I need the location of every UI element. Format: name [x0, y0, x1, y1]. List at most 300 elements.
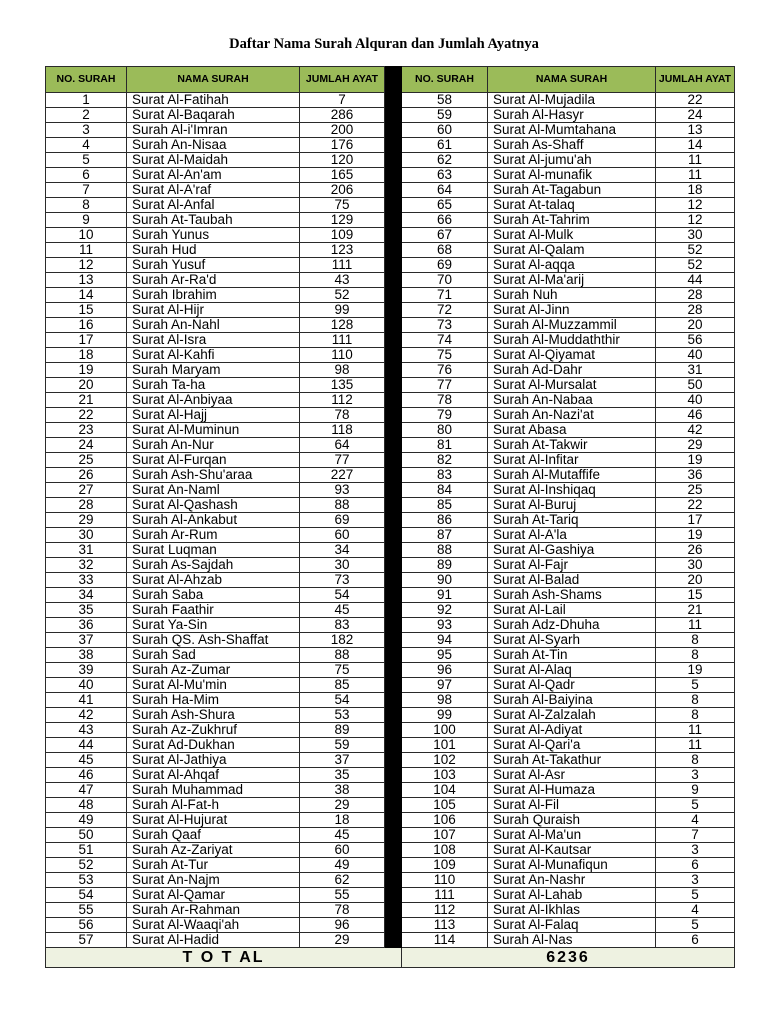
ayat-count: 43 [300, 273, 385, 288]
surah-name: Surat Al-Qamar [127, 888, 300, 903]
ayat-count: 8 [656, 693, 735, 708]
ayat-count: 52 [656, 243, 735, 258]
surah-number: 78 [402, 393, 488, 408]
header-nama-surah-left: NAMA SURAH [127, 67, 300, 93]
table-row [46, 213, 735, 228]
total-value: 6236 [402, 948, 735, 968]
surah-number: 76 [402, 363, 488, 378]
surah-number: 6 [46, 168, 127, 183]
column-separator [385, 798, 402, 813]
surah-number: 74 [402, 333, 488, 348]
table-row [46, 363, 735, 378]
surah-name: Surat Al-Buruj [488, 498, 656, 513]
surah-name: Surat Al-A'raf [127, 183, 300, 198]
table-row [46, 603, 735, 618]
surah-name: Surat Al-Jinn [488, 303, 656, 318]
surah-number: 108 [402, 843, 488, 858]
column-separator [385, 843, 402, 858]
table-row [46, 168, 735, 183]
column-separator [385, 348, 402, 363]
column-separator [385, 663, 402, 678]
table-row [46, 498, 735, 513]
surah-name: Surah Ash-Shams [488, 588, 656, 603]
header-no-surah-left: NO. SURAH [46, 67, 127, 93]
surah-number: 20 [46, 378, 127, 393]
column-separator [385, 543, 402, 558]
table-row [46, 423, 735, 438]
table-row [46, 453, 735, 468]
surah-number: 48 [46, 798, 127, 813]
surah-number: 101 [402, 738, 488, 753]
surah-number: 54 [46, 888, 127, 903]
ayat-count: 93 [300, 483, 385, 498]
surah-number: 35 [46, 603, 127, 618]
surah-name: Surah Qaaf [127, 828, 300, 843]
column-separator [385, 603, 402, 618]
column-separator [385, 153, 402, 168]
surah-number: 41 [46, 693, 127, 708]
table-row [46, 723, 735, 738]
surah-name: Surah At-Tagabun [488, 183, 656, 198]
surah-name: Surah An-Nisaa [127, 138, 300, 153]
surah-number: 51 [46, 843, 127, 858]
surah-name: Surat Al-Hajj [127, 408, 300, 423]
table-row [46, 408, 735, 423]
table-row [46, 348, 735, 363]
surah-name: Surah At-Taubah [127, 213, 300, 228]
surah-name: Surat Al-Anbiyaa [127, 393, 300, 408]
ayat-count: 123 [300, 243, 385, 258]
ayat-count: 98 [300, 363, 385, 378]
surah-number: 18 [46, 348, 127, 363]
surah-name: Surah Adz-Dhuha [488, 618, 656, 633]
surah-number: 95 [402, 648, 488, 663]
table-row [46, 633, 735, 648]
surah-name: Surah Al-Mutaffife [488, 468, 656, 483]
table-row [46, 588, 735, 603]
ayat-count: 60 [300, 843, 385, 858]
surah-number: 4 [46, 138, 127, 153]
surah-name: Surah QS. Ash-Shaffat [127, 633, 300, 648]
ayat-count: 8 [656, 753, 735, 768]
table-row [46, 333, 735, 348]
surah-number: 38 [46, 648, 127, 663]
surah-name: Surat Luqman [127, 543, 300, 558]
surah-number: 87 [402, 528, 488, 543]
surah-name: Surat Al-Jathiya [127, 753, 300, 768]
total-row [46, 948, 735, 968]
surah-number: 55 [46, 903, 127, 918]
surah-name: Surah An-Nur [127, 438, 300, 453]
ayat-count: 29 [300, 798, 385, 813]
ayat-count: 7 [300, 93, 385, 108]
ayat-count: 7 [656, 828, 735, 843]
column-separator [385, 558, 402, 573]
ayat-count: 5 [656, 888, 735, 903]
ayat-count: 13 [656, 123, 735, 138]
surah-number: 57 [46, 933, 127, 948]
table-row [46, 558, 735, 573]
surah-name: Surah Al-Hasyr [488, 108, 656, 123]
surah-number: 110 [402, 873, 488, 888]
surah-name: Surat Al-Mujadila [488, 93, 656, 108]
surah-name: Surah At-Tin [488, 648, 656, 663]
ayat-count: 8 [656, 708, 735, 723]
column-separator [385, 453, 402, 468]
table-row [46, 288, 735, 303]
surah-number: 19 [46, 363, 127, 378]
ayat-count: 4 [656, 813, 735, 828]
surah-number: 25 [46, 453, 127, 468]
surah-name: Surat Al-A'la [488, 528, 656, 543]
surah-number: 114 [402, 933, 488, 948]
column-separator [385, 633, 402, 648]
surah-name: Surah Al-Baiyina [488, 693, 656, 708]
ayat-count: 37 [300, 753, 385, 768]
surah-number: 10 [46, 228, 127, 243]
surah-name: Surat Al-Fil [488, 798, 656, 813]
surah-number: 99 [402, 708, 488, 723]
surah-name: Surah Hud [127, 243, 300, 258]
surah-name: Surat An-Nashr [488, 873, 656, 888]
ayat-count: 11 [656, 723, 735, 738]
column-separator [385, 678, 402, 693]
surah-name: Surah Al-Muddaththir [488, 333, 656, 348]
surah-name: Surat Al-Mu'min [127, 678, 300, 693]
column-separator [385, 333, 402, 348]
ayat-count: 40 [656, 393, 735, 408]
surah-name: Surat Al-Anfal [127, 198, 300, 213]
surah-name: Surat Al-Fatihah [127, 93, 300, 108]
ayat-count: 28 [656, 288, 735, 303]
surah-number: 26 [46, 468, 127, 483]
ayat-count: 112 [300, 393, 385, 408]
column-separator [385, 723, 402, 738]
surah-number: 52 [46, 858, 127, 873]
column-separator [385, 528, 402, 543]
column-separator [385, 93, 402, 108]
surah-name: Surat Al-Ma'un [488, 828, 656, 843]
ayat-count: 42 [656, 423, 735, 438]
column-separator [385, 693, 402, 708]
surah-number: 65 [402, 198, 488, 213]
column-separator [385, 67, 402, 93]
page-title: Daftar Nama Surah Alquran dan Jumlah Ayatnya [229, 36, 539, 52]
ayat-count: 182 [300, 633, 385, 648]
surah-number: 89 [402, 558, 488, 573]
surah-number: 7 [46, 183, 127, 198]
ayat-count: 19 [656, 663, 735, 678]
surah-name: Surah Ad-Dahr [488, 363, 656, 378]
column-separator [385, 408, 402, 423]
surah-name: Surah Ta-ha [127, 378, 300, 393]
column-separator [385, 198, 402, 213]
column-separator [385, 648, 402, 663]
surah-number: 59 [402, 108, 488, 123]
table-row [46, 828, 735, 843]
ayat-count: 59 [300, 738, 385, 753]
column-separator [385, 498, 402, 513]
table-row [46, 543, 735, 558]
surah-number: 29 [46, 513, 127, 528]
ayat-count: 19 [656, 528, 735, 543]
ayat-count: 120 [300, 153, 385, 168]
table-row [46, 888, 735, 903]
ayat-count: 54 [300, 588, 385, 603]
column-separator [385, 243, 402, 258]
surah-name: Surah Ash-Shu'araa [127, 468, 300, 483]
surah-number: 37 [46, 633, 127, 648]
surah-name: Surat Al-Gashiya [488, 543, 656, 558]
surah-number: 66 [402, 213, 488, 228]
surah-number: 30 [46, 528, 127, 543]
surah-number: 1 [46, 93, 127, 108]
surah-name: Surah Saba [127, 588, 300, 603]
ayat-count: 21 [656, 603, 735, 618]
surah-name: Surah Al-i'Imran [127, 123, 300, 138]
ayat-count: 60 [300, 528, 385, 543]
surah-name: Surah At-Tahrim [488, 213, 656, 228]
column-separator [385, 228, 402, 243]
surah-name: Surat Al-Lail [488, 603, 656, 618]
surah-number: 70 [402, 273, 488, 288]
surah-number: 113 [402, 918, 488, 933]
surah-number: 85 [402, 498, 488, 513]
ayat-count: 200 [300, 123, 385, 138]
ayat-count: 54 [300, 693, 385, 708]
surah-name: Surat Al-Ikhlas [488, 903, 656, 918]
surah-name: Surah Ha-Mim [127, 693, 300, 708]
surah-name: Surah Al-Fat-h [127, 798, 300, 813]
surah-name: Surat Al-Waaqi'ah [127, 918, 300, 933]
ayat-count: 12 [656, 213, 735, 228]
ayat-count: 176 [300, 138, 385, 153]
ayat-count: 35 [300, 768, 385, 783]
surah-name: Surah Al-Muzzammil [488, 318, 656, 333]
surah-name: Surah Ash-Shura [127, 708, 300, 723]
ayat-count: 73 [300, 573, 385, 588]
surah-number: 23 [46, 423, 127, 438]
ayat-count: 8 [656, 633, 735, 648]
surah-name: Surah Nuh [488, 288, 656, 303]
surah-number: 69 [402, 258, 488, 273]
surah-number: 21 [46, 393, 127, 408]
surah-number: 77 [402, 378, 488, 393]
surah-name: Surat Al-Humaza [488, 783, 656, 798]
surah-name: Surat Al-Zalzalah [488, 708, 656, 723]
column-separator [385, 378, 402, 393]
surah-name: Surat Al-Qalam [488, 243, 656, 258]
surah-number: 27 [46, 483, 127, 498]
surah-name: Surat Al-Qari'a [488, 738, 656, 753]
column-separator [385, 213, 402, 228]
ayat-count: 88 [300, 648, 385, 663]
surah-name: Surat Al-Balad [488, 573, 656, 588]
surah-number: 42 [46, 708, 127, 723]
surah-name: Surat Al-Mumtahana [488, 123, 656, 138]
ayat-count: 20 [656, 318, 735, 333]
ayat-count: 165 [300, 168, 385, 183]
surah-name: Surat Al-Furqan [127, 453, 300, 468]
table-row [46, 753, 735, 768]
surah-name: Surat Al-Ma'arij [488, 273, 656, 288]
surah-number: 63 [402, 168, 488, 183]
surah-name: Surat Al-jumu'ah [488, 153, 656, 168]
column-separator [385, 903, 402, 918]
ayat-count: 129 [300, 213, 385, 228]
surah-name: Surah Ar-Rahman [127, 903, 300, 918]
surah-name: Surah Sad [127, 648, 300, 663]
total-label: T O T AL [46, 948, 402, 968]
ayat-count: 75 [300, 198, 385, 213]
surah-number: 40 [46, 678, 127, 693]
column-separator [385, 708, 402, 723]
column-separator [385, 888, 402, 903]
ayat-count: 15 [656, 588, 735, 603]
ayat-count: 25 [656, 483, 735, 498]
table-row [46, 573, 735, 588]
surah-name: Surat At-talaq [488, 198, 656, 213]
surah-name: Surat Al-An'am [127, 168, 300, 183]
ayat-count: 8 [656, 648, 735, 663]
ayat-count: 38 [300, 783, 385, 798]
column-separator [385, 303, 402, 318]
surah-number: 96 [402, 663, 488, 678]
ayat-count: 18 [656, 183, 735, 198]
ayat-count: 227 [300, 468, 385, 483]
surah-number: 90 [402, 573, 488, 588]
surah-number: 71 [402, 288, 488, 303]
surah-name: Surat Al-Maidah [127, 153, 300, 168]
surah-number: 79 [402, 408, 488, 423]
table-header-row [46, 67, 735, 93]
surah-name: Surah At-Tur [127, 858, 300, 873]
surah-number: 100 [402, 723, 488, 738]
surah-number: 9 [46, 213, 127, 228]
ayat-count: 30 [656, 228, 735, 243]
surah-name: Surat Al-Ahzab [127, 573, 300, 588]
surah-name: Surat Al-munafik [488, 168, 656, 183]
ayat-count: 34 [300, 543, 385, 558]
ayat-count: 83 [300, 618, 385, 633]
ayat-count: 5 [656, 918, 735, 933]
surah-table-container [45, 66, 734, 968]
surah-number: 60 [402, 123, 488, 138]
column-separator [385, 828, 402, 843]
ayat-count: 20 [656, 573, 735, 588]
table-row [46, 783, 735, 798]
ayat-count: 5 [656, 798, 735, 813]
surah-name: Surat Al-Mursalat [488, 378, 656, 393]
surah-number: 73 [402, 318, 488, 333]
surah-name: Surat An-Naml [127, 483, 300, 498]
table-row [46, 843, 735, 858]
surah-number: 67 [402, 228, 488, 243]
table-row [46, 258, 735, 273]
surah-name: Surat An-Najm [127, 873, 300, 888]
ayat-count: 31 [656, 363, 735, 378]
table-row [46, 153, 735, 168]
table-row [46, 528, 735, 543]
surah-number: 12 [46, 258, 127, 273]
ayat-count: 110 [300, 348, 385, 363]
surah-number: 24 [46, 438, 127, 453]
ayat-count: 3 [656, 873, 735, 888]
surah-name: Surat Al-Fajr [488, 558, 656, 573]
surah-number: 80 [402, 423, 488, 438]
column-separator [385, 168, 402, 183]
ayat-count: 22 [656, 498, 735, 513]
surah-number: 14 [46, 288, 127, 303]
column-separator [385, 423, 402, 438]
surah-number: 33 [46, 573, 127, 588]
ayat-count: 11 [656, 153, 735, 168]
column-separator [385, 138, 402, 153]
ayat-count: 52 [656, 258, 735, 273]
column-separator [385, 783, 402, 798]
table-row [46, 438, 735, 453]
surah-name: Surat Al-Mulk [488, 228, 656, 243]
ayat-count: 56 [656, 333, 735, 348]
ayat-count: 78 [300, 408, 385, 423]
ayat-count: 96 [300, 918, 385, 933]
header-no-surah-right: NO. SURAH [402, 67, 488, 93]
ayat-count: 3 [656, 768, 735, 783]
surah-number: 109 [402, 858, 488, 873]
surah-name: Surat Al-Hadid [127, 933, 300, 948]
surah-name: Surah Maryam [127, 363, 300, 378]
ayat-count: 11 [656, 168, 735, 183]
surah-number: 13 [46, 273, 127, 288]
surah-name: Surat Al-Munafiqun [488, 858, 656, 873]
surah-name: Surah Muhammad [127, 783, 300, 798]
table-row [46, 768, 735, 783]
surah-number: 91 [402, 588, 488, 603]
table-row [46, 483, 735, 498]
surah-number: 36 [46, 618, 127, 633]
column-separator [385, 483, 402, 498]
table-row [46, 228, 735, 243]
surah-name: Surat Al-Infitar [488, 453, 656, 468]
surah-name: Surat Ad-Dukhan [127, 738, 300, 753]
column-separator [385, 438, 402, 453]
surah-name: Surat Al-Lahab [488, 888, 656, 903]
table-row [46, 678, 735, 693]
surah-name: Surah Az-Zariyat [127, 843, 300, 858]
column-separator [385, 393, 402, 408]
column-separator [385, 918, 402, 933]
ayat-count: 14 [656, 138, 735, 153]
column-separator [385, 318, 402, 333]
table-row [46, 708, 735, 723]
surah-number: 111 [402, 888, 488, 903]
ayat-count: 11 [656, 618, 735, 633]
surah-name: Surat Al-Alaq [488, 663, 656, 678]
ayat-count: 52 [300, 288, 385, 303]
surah-number: 62 [402, 153, 488, 168]
ayat-count: 46 [656, 408, 735, 423]
column-separator [385, 123, 402, 138]
column-separator [385, 108, 402, 123]
table-row [46, 738, 735, 753]
surah-name: Surah At-Takwir [488, 438, 656, 453]
column-separator [385, 933, 402, 948]
surah-name: Surah Az-Zumar [127, 663, 300, 678]
surah-name: Surat Al-Qiyamat [488, 348, 656, 363]
ayat-count: 4 [656, 903, 735, 918]
surah-number: 5 [46, 153, 127, 168]
ayat-count: 17 [656, 513, 735, 528]
